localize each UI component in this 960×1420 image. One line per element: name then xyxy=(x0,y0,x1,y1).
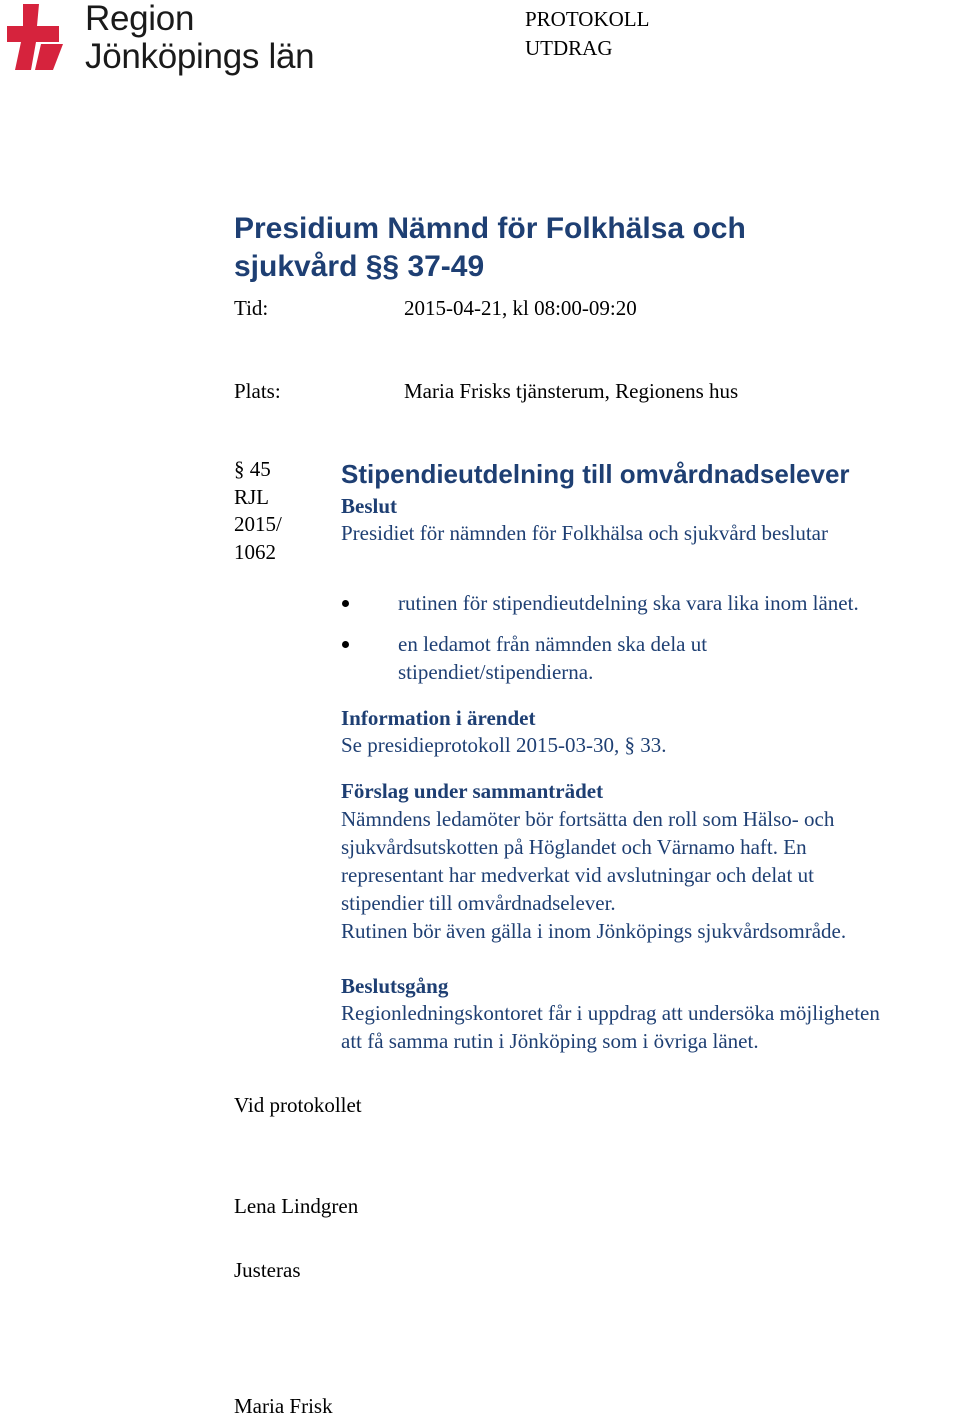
decision-heading: Beslut xyxy=(341,494,398,518)
document-type-line-2: UTDRAG xyxy=(525,36,613,60)
case-title: Stipendieutdelning till omvårdnadselever xyxy=(341,459,850,489)
meeting-title-line-1: Presidium Nämnd för Folkhälsa och xyxy=(234,212,746,245)
meeting-title xyxy=(234,210,746,286)
procedure-text xyxy=(341,999,880,1055)
proposal-heading: Förslag under sammanträdet xyxy=(341,779,604,803)
section-number: § 45 xyxy=(234,457,271,481)
at-protocol-label: Vid protokollet xyxy=(234,1093,362,1117)
decision-intro: Presidiet för nämnden för Folkhälsa och sjukvård beslutar xyxy=(341,521,828,545)
case-year: 2015/ xyxy=(234,512,282,536)
document-type xyxy=(525,5,649,63)
secretary-name: Lena Lindgren xyxy=(234,1194,359,1218)
place-label: Plats: xyxy=(234,379,281,403)
case-number: 1062 xyxy=(234,539,276,564)
bullet-dot xyxy=(342,600,349,607)
case-reference xyxy=(234,456,282,566)
proposal-line: stipendier till omvårdnadselever. xyxy=(341,891,616,915)
document-type-line-1: PROTOKOLL xyxy=(525,7,650,31)
logo-line-2: Jönköpings län xyxy=(85,37,315,76)
meeting-title-line-2: sjukvård §§ 37-49 xyxy=(234,250,485,283)
proposal-line: representant har medverkat vid avslutningar och delat ut xyxy=(341,863,814,887)
bullet-1-line-1: rutinen för stipendieutdelning ska vara lika inom länet. xyxy=(398,591,859,615)
procedure-heading: Beslutsgång xyxy=(341,974,449,998)
time-value: 2015-04-21, kl 08:00-09:20 xyxy=(404,296,637,320)
proposal-line: Nämndens ledamöter bör fortsätta den roll som Hälso- och xyxy=(341,807,835,831)
decision-bullet-2 xyxy=(398,630,707,686)
proposal-line: Rutinen bör även gälla i inom Jönköpings sjukvårdsområde. xyxy=(341,919,847,943)
chair-name: Maria Frisk xyxy=(234,1394,333,1418)
bullet-2-line-2: stipendiet/stipendierna. xyxy=(398,660,594,684)
logo-line-1: Region xyxy=(85,0,195,38)
procedure-line: Regionledningskontoret får i uppdrag att undersöka möjligheten xyxy=(341,1001,880,1025)
info-heading: Information i ärendet xyxy=(341,706,536,730)
proposal-line: sjukvårdsutskotten på Höglandet och Värnamo haft. En xyxy=(341,835,807,859)
proposal-text xyxy=(341,805,846,945)
procedure-line: att få samma rutin i Jönköping som i övriga länet. xyxy=(341,1029,759,1053)
bullet-2-line-1: en ledamot från nämnden ska dela ut xyxy=(398,632,708,656)
place-value: Maria Frisks tjänsterum, Regionens hus xyxy=(404,379,739,403)
time-label: Tid: xyxy=(234,296,269,320)
region-cross-logo-icon xyxy=(5,2,77,72)
info-text: Se presidieprotokoll 2015-03-30, § 33. xyxy=(341,733,667,757)
adjusted-label: Justeras xyxy=(234,1258,301,1282)
case-prefix: RJL xyxy=(234,484,270,509)
region-logo xyxy=(5,0,315,80)
bullet-dot xyxy=(342,641,349,648)
logo-wordmark xyxy=(85,0,314,76)
decision-bullet-1 xyxy=(398,589,859,617)
